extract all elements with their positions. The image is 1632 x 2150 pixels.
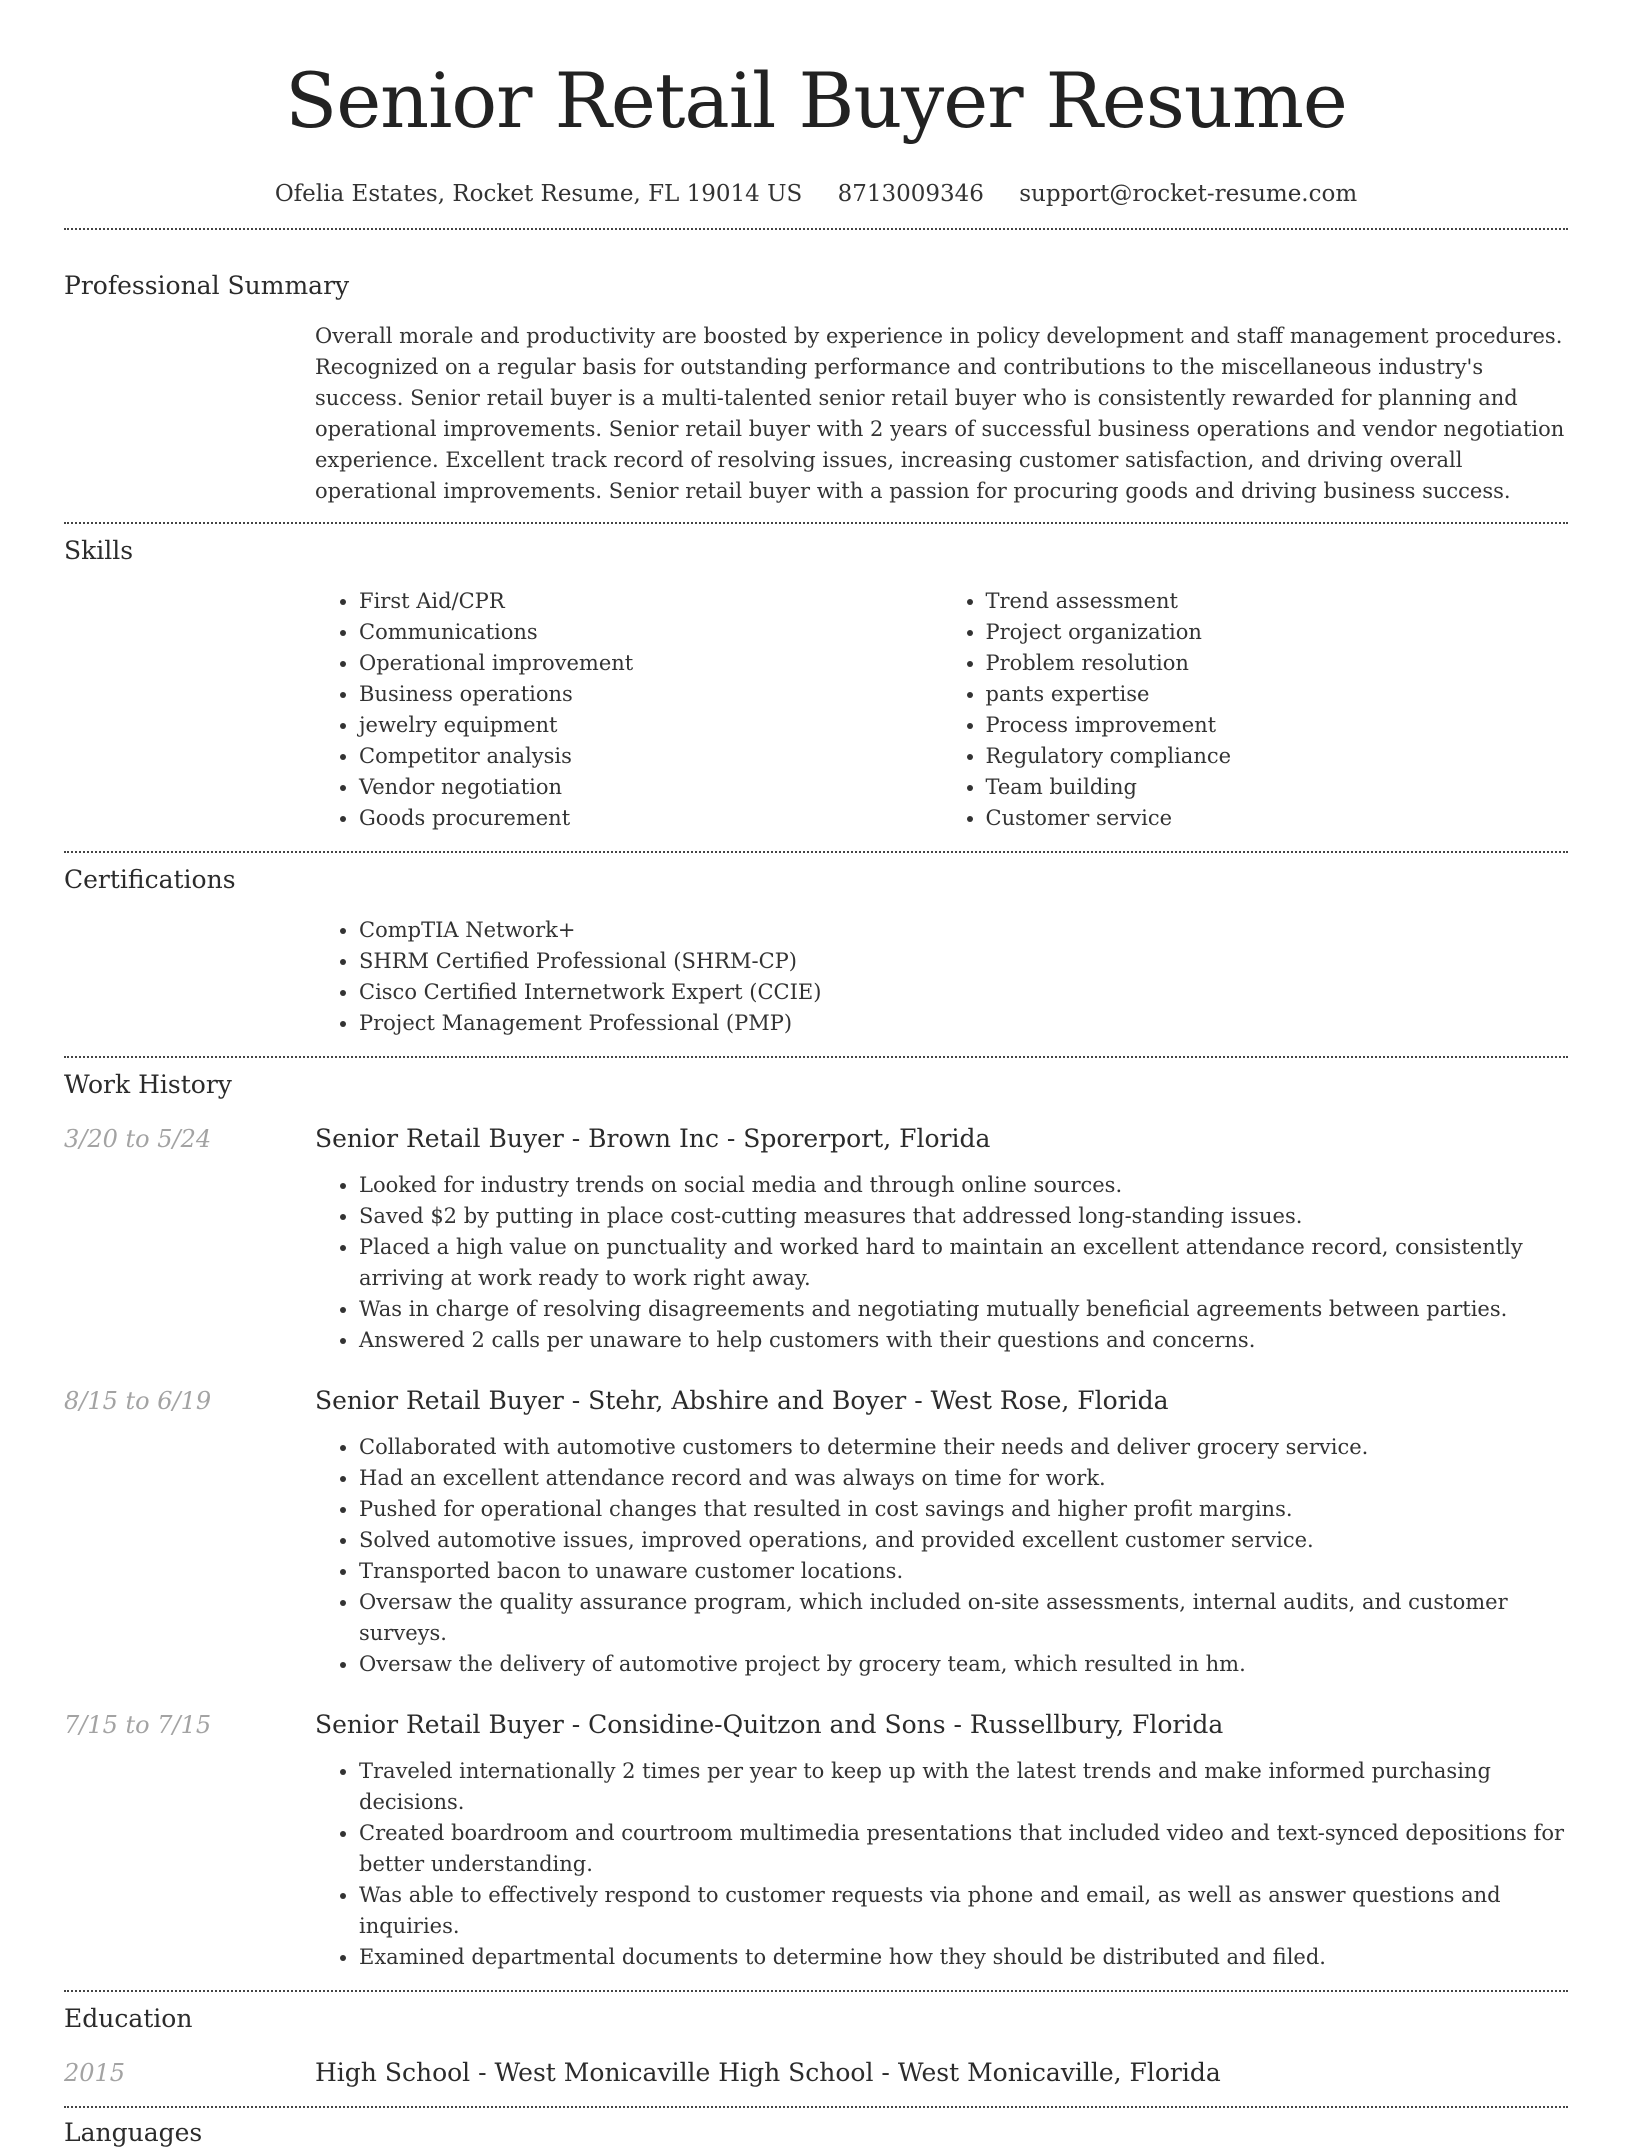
job-bullet: • Transported bacon to unaware customer locations. xyxy=(359,1556,1568,1587)
job-bullet: • Solved automotive issues, improved operations, and provided excellent customer service. xyxy=(359,1525,1568,1556)
job-header xyxy=(64,1122,1568,1156)
job-bullet: • Was in charge of resolving disagreements and negotiating mutually beneficial agreements between parties. xyxy=(359,1294,1568,1325)
job-bullet: • Was able to effectively respond to customer requests via phone and email, as well as answer questions and inquiries. xyxy=(359,1880,1568,1942)
job-bullet: • Oversaw the quality assurance program, which included on-site assessments, internal audits, and customer surveys. xyxy=(359,1587,1568,1649)
job-details xyxy=(315,1432,1568,1680)
skill-item: • Trend assessment xyxy=(986,586,1569,617)
work-history-section xyxy=(64,1068,1568,1973)
job-title: Senior Retail Buyer - Considine-Quitzon and Sons - Russellbury, Florida xyxy=(315,1710,1224,1739)
skills-list-right xyxy=(942,586,1569,834)
job-bullet: • Oversaw the delivery of automotive project by grocery team, which resulted in hm. xyxy=(359,1649,1568,1680)
job-bullet: • Placed a high value on punctuality and worked hard to maintain an excellent attendance record, consistently arriving at work ready to work right away. xyxy=(359,1232,1568,1294)
certification-item: • Cisco Certified Internetwork Expert (CCIE) xyxy=(359,977,1568,1008)
education-section xyxy=(64,2002,1568,2090)
job-bullet: • Collaborated with automotive customers to determine their needs and deliver grocery service. xyxy=(359,1432,1568,1463)
job-entry xyxy=(64,1708,1568,1973)
skill-item: • jewelry equipment xyxy=(359,710,942,741)
job-dates: 7/15 to 7/15 xyxy=(64,1711,212,1739)
job-header xyxy=(64,1384,1568,1418)
education-title: High School - West Monicaville High School - West Monicaville, Florida xyxy=(315,2058,1221,2087)
skill-item: • Vendor negotiation xyxy=(359,772,942,803)
divider xyxy=(64,1056,1568,1058)
contact-email: support@rocket-resume.com xyxy=(1019,181,1358,207)
job-bullets xyxy=(315,1756,1568,1973)
skills-heading: Skills xyxy=(64,536,134,565)
certifications-list xyxy=(315,915,1568,1039)
work-history-heading: Work History xyxy=(64,1070,232,1099)
skill-item: • Customer service xyxy=(986,803,1569,834)
divider xyxy=(64,1990,1568,1992)
skill-item: • Project organization xyxy=(986,617,1569,648)
skill-item: • Goods procurement xyxy=(359,803,942,834)
job-entry xyxy=(64,1384,1568,1680)
divider xyxy=(64,228,1568,230)
job-entry xyxy=(64,1122,1568,1356)
summary-section xyxy=(64,269,1568,507)
job-bullet: • Had an excellent attendance record and was always on time for work. xyxy=(359,1463,1568,1494)
job-title: Senior Retail Buyer - Brown Inc - Sporerport, Florida xyxy=(315,1124,991,1153)
skill-item: • Operational improvement xyxy=(359,648,942,679)
skill-item: • Business operations xyxy=(359,679,942,710)
skills-columns xyxy=(315,586,1568,834)
job-header xyxy=(64,1708,1568,1742)
certifications-body xyxy=(315,915,1568,1039)
job-bullet: • Traveled internationally 2 times per year to keep up with the latest trends and make informed purchasing decisions. xyxy=(359,1756,1568,1818)
job-bullets xyxy=(315,1170,1568,1356)
contact-phone: 8713009346 xyxy=(837,181,984,207)
skills-section xyxy=(64,534,1568,834)
divider xyxy=(64,2106,1568,2108)
education-dates: 2015 xyxy=(64,2059,126,2087)
skill-item: • pants expertise xyxy=(986,679,1569,710)
skill-item: • Competitor analysis xyxy=(359,741,942,772)
job-details xyxy=(315,1756,1568,1973)
languages-heading: Languages xyxy=(64,2118,203,2147)
job-bullet: • Created boardroom and courtroom multimedia presentations that included video and text-synced depositions for better understanding. xyxy=(359,1818,1568,1880)
job-title: Senior Retail Buyer - Stehr, Abshire and Boyer - West Rose, Florida xyxy=(315,1386,1169,1415)
job-bullets xyxy=(315,1432,1568,1680)
skills-list-left xyxy=(315,586,942,834)
job-dates: 8/15 to 6/19 xyxy=(64,1387,212,1415)
resume-title: Senior Retail Buyer Resume xyxy=(285,56,1347,145)
skill-item: • First Aid/CPR xyxy=(359,586,942,617)
certification-item: • Project Management Professional (PMP) xyxy=(359,1008,1568,1039)
summary-heading: Professional Summary xyxy=(64,271,350,300)
certifications-section xyxy=(64,863,1568,1039)
divider xyxy=(64,522,1568,524)
divider xyxy=(64,851,1568,853)
job-bullet: • Pushed for operational changes that resulted in cost savings and higher profit margins. xyxy=(359,1494,1568,1525)
job-dates: 3/20 to 5/24 xyxy=(64,1125,212,1153)
certification-item: • SHRM Certified Professional (SHRM-CP) xyxy=(359,946,1568,977)
skill-item: • Process improvement xyxy=(986,710,1569,741)
skill-item: • Communications xyxy=(359,617,942,648)
certifications-heading: Certifications xyxy=(64,865,236,894)
resume-page xyxy=(64,0,1568,2150)
skill-item: • Team building xyxy=(986,772,1569,803)
languages-section xyxy=(64,2116,1568,2150)
skill-item: • Problem resolution xyxy=(986,648,1569,679)
certification-item: • CompTIA Network+ xyxy=(359,915,1568,946)
job-bullet: • Saved $2 by putting in place cost-cutting measures that addressed long-standing issues. xyxy=(359,1201,1568,1232)
contact-address: Ofelia Estates, Rocket Resume, FL 19014 US xyxy=(274,181,803,207)
education-heading: Education xyxy=(64,2004,193,2033)
job-details xyxy=(315,1170,1568,1356)
education-entry xyxy=(64,2056,1568,2090)
summary-text: Overall morale and productivity are boosted by experience in policy development and staff management procedures. Recognized on a regular basis for outstanding performance and contributions to the miscellaneous industry's success. Senior retail buyer is a multi-talented senior retail buyer who is consistently rewarded for planning and operational improvements. Senior retail buyer with 2 years of successful business operations and vendor negotiation experience. Excellent track record of resolving issues, increasing customer satisfaction, and driving overall operational improvements. Senior retail buyer with a passion for procuring goods and driving business success. xyxy=(315,324,1565,503)
skill-item: • Regulatory compliance xyxy=(986,741,1569,772)
contact-line xyxy=(64,178,1568,210)
job-bullet: • Looked for industry trends on social media and through online sources. xyxy=(359,1170,1568,1201)
job-bullet: • Examined departmental documents to determine how they should be distributed and filed. xyxy=(359,1942,1568,1973)
job-bullet: • Answered 2 calls per unaware to help customers with their questions and concerns. xyxy=(359,1325,1568,1356)
